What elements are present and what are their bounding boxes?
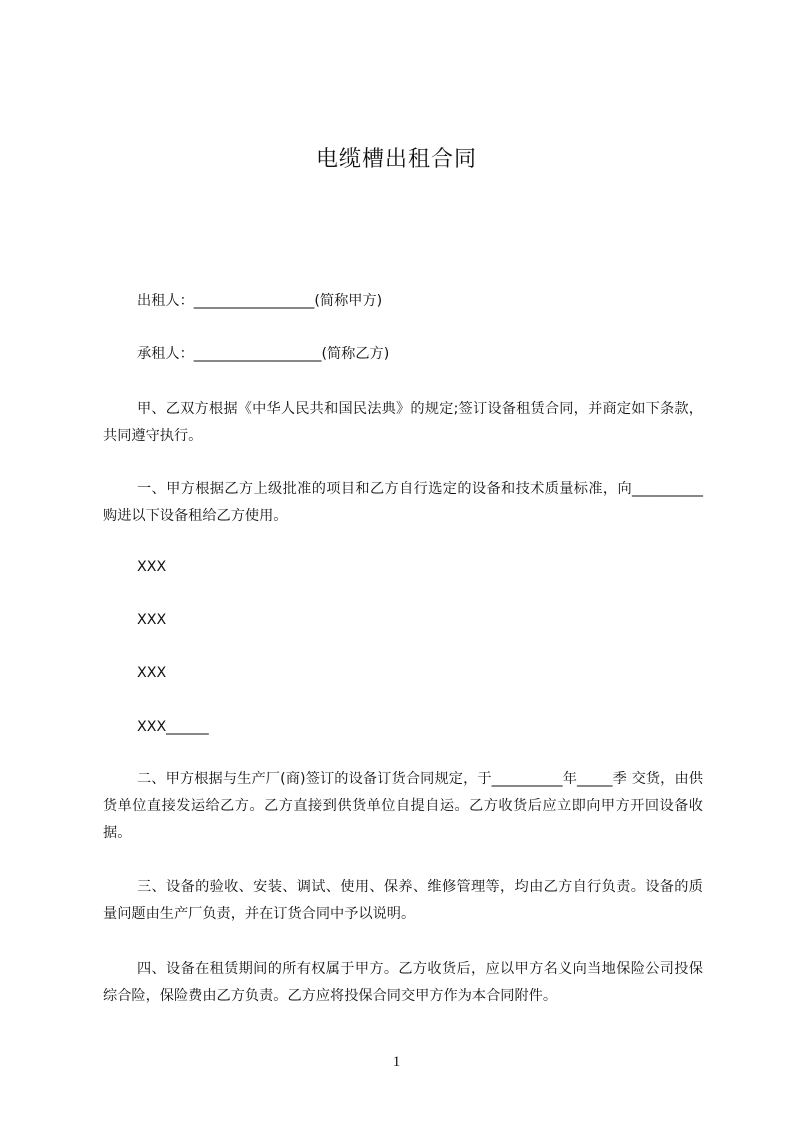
clause-2-text: 二、甲方根据与生产厂(商)签订的设备订货合同规定，于__________年_____季 交货，由供货单位直接发运给乙方。乙方直接到供货单位自提自运。乙方收货后应立即向甲方开回设备收据。 [103,771,703,841]
equipment-item: XXX [137,612,167,628]
lessee-line: 承租人：__________________(简称乙方) [137,346,390,362]
clause-2-paragraph [103,766,703,847]
equipment-item: XXX [137,665,167,681]
clause-3-paragraph [103,874,703,928]
preamble-paragraph [103,396,703,450]
page-number: 1 [392,1054,401,1070]
clause-3-text: 三、设备的验收、安装、调试、使用、保养、维修管理等，均由乙方自行负责。设备的质量问题由生产厂负责，并在订货合同中予以说明。 [103,879,703,922]
equipment-item: XXX______ [137,719,209,735]
preamble-text: 甲、乙双方根据《中华人民共和国民法典》的规定;签订设备租赁合同，并商定如下条款，共同遵守执行。 [103,401,703,444]
clause-1-paragraph [103,476,703,530]
clause-4-text: 四、设备在租赁期间的所有权属于甲方。乙方收货后，应以甲方名义向当地保险公司投保综合险，保险费由乙方负责。乙方应将投保合同交甲方作为本合同附件。 [103,961,703,1004]
lessor-line: 出租人：_________________(简称甲方) [137,293,383,309]
equipment-item: XXX [137,559,167,575]
clause-4-paragraph [103,956,703,1010]
contract-title: 电缆槽出租合同 [315,147,477,172]
clause-1-text: 一、甲方根据乙方上级批准的项目和乙方自行选定的设备和技术质量标准，向__________购进以下设备租给乙方使用。 [103,481,703,524]
